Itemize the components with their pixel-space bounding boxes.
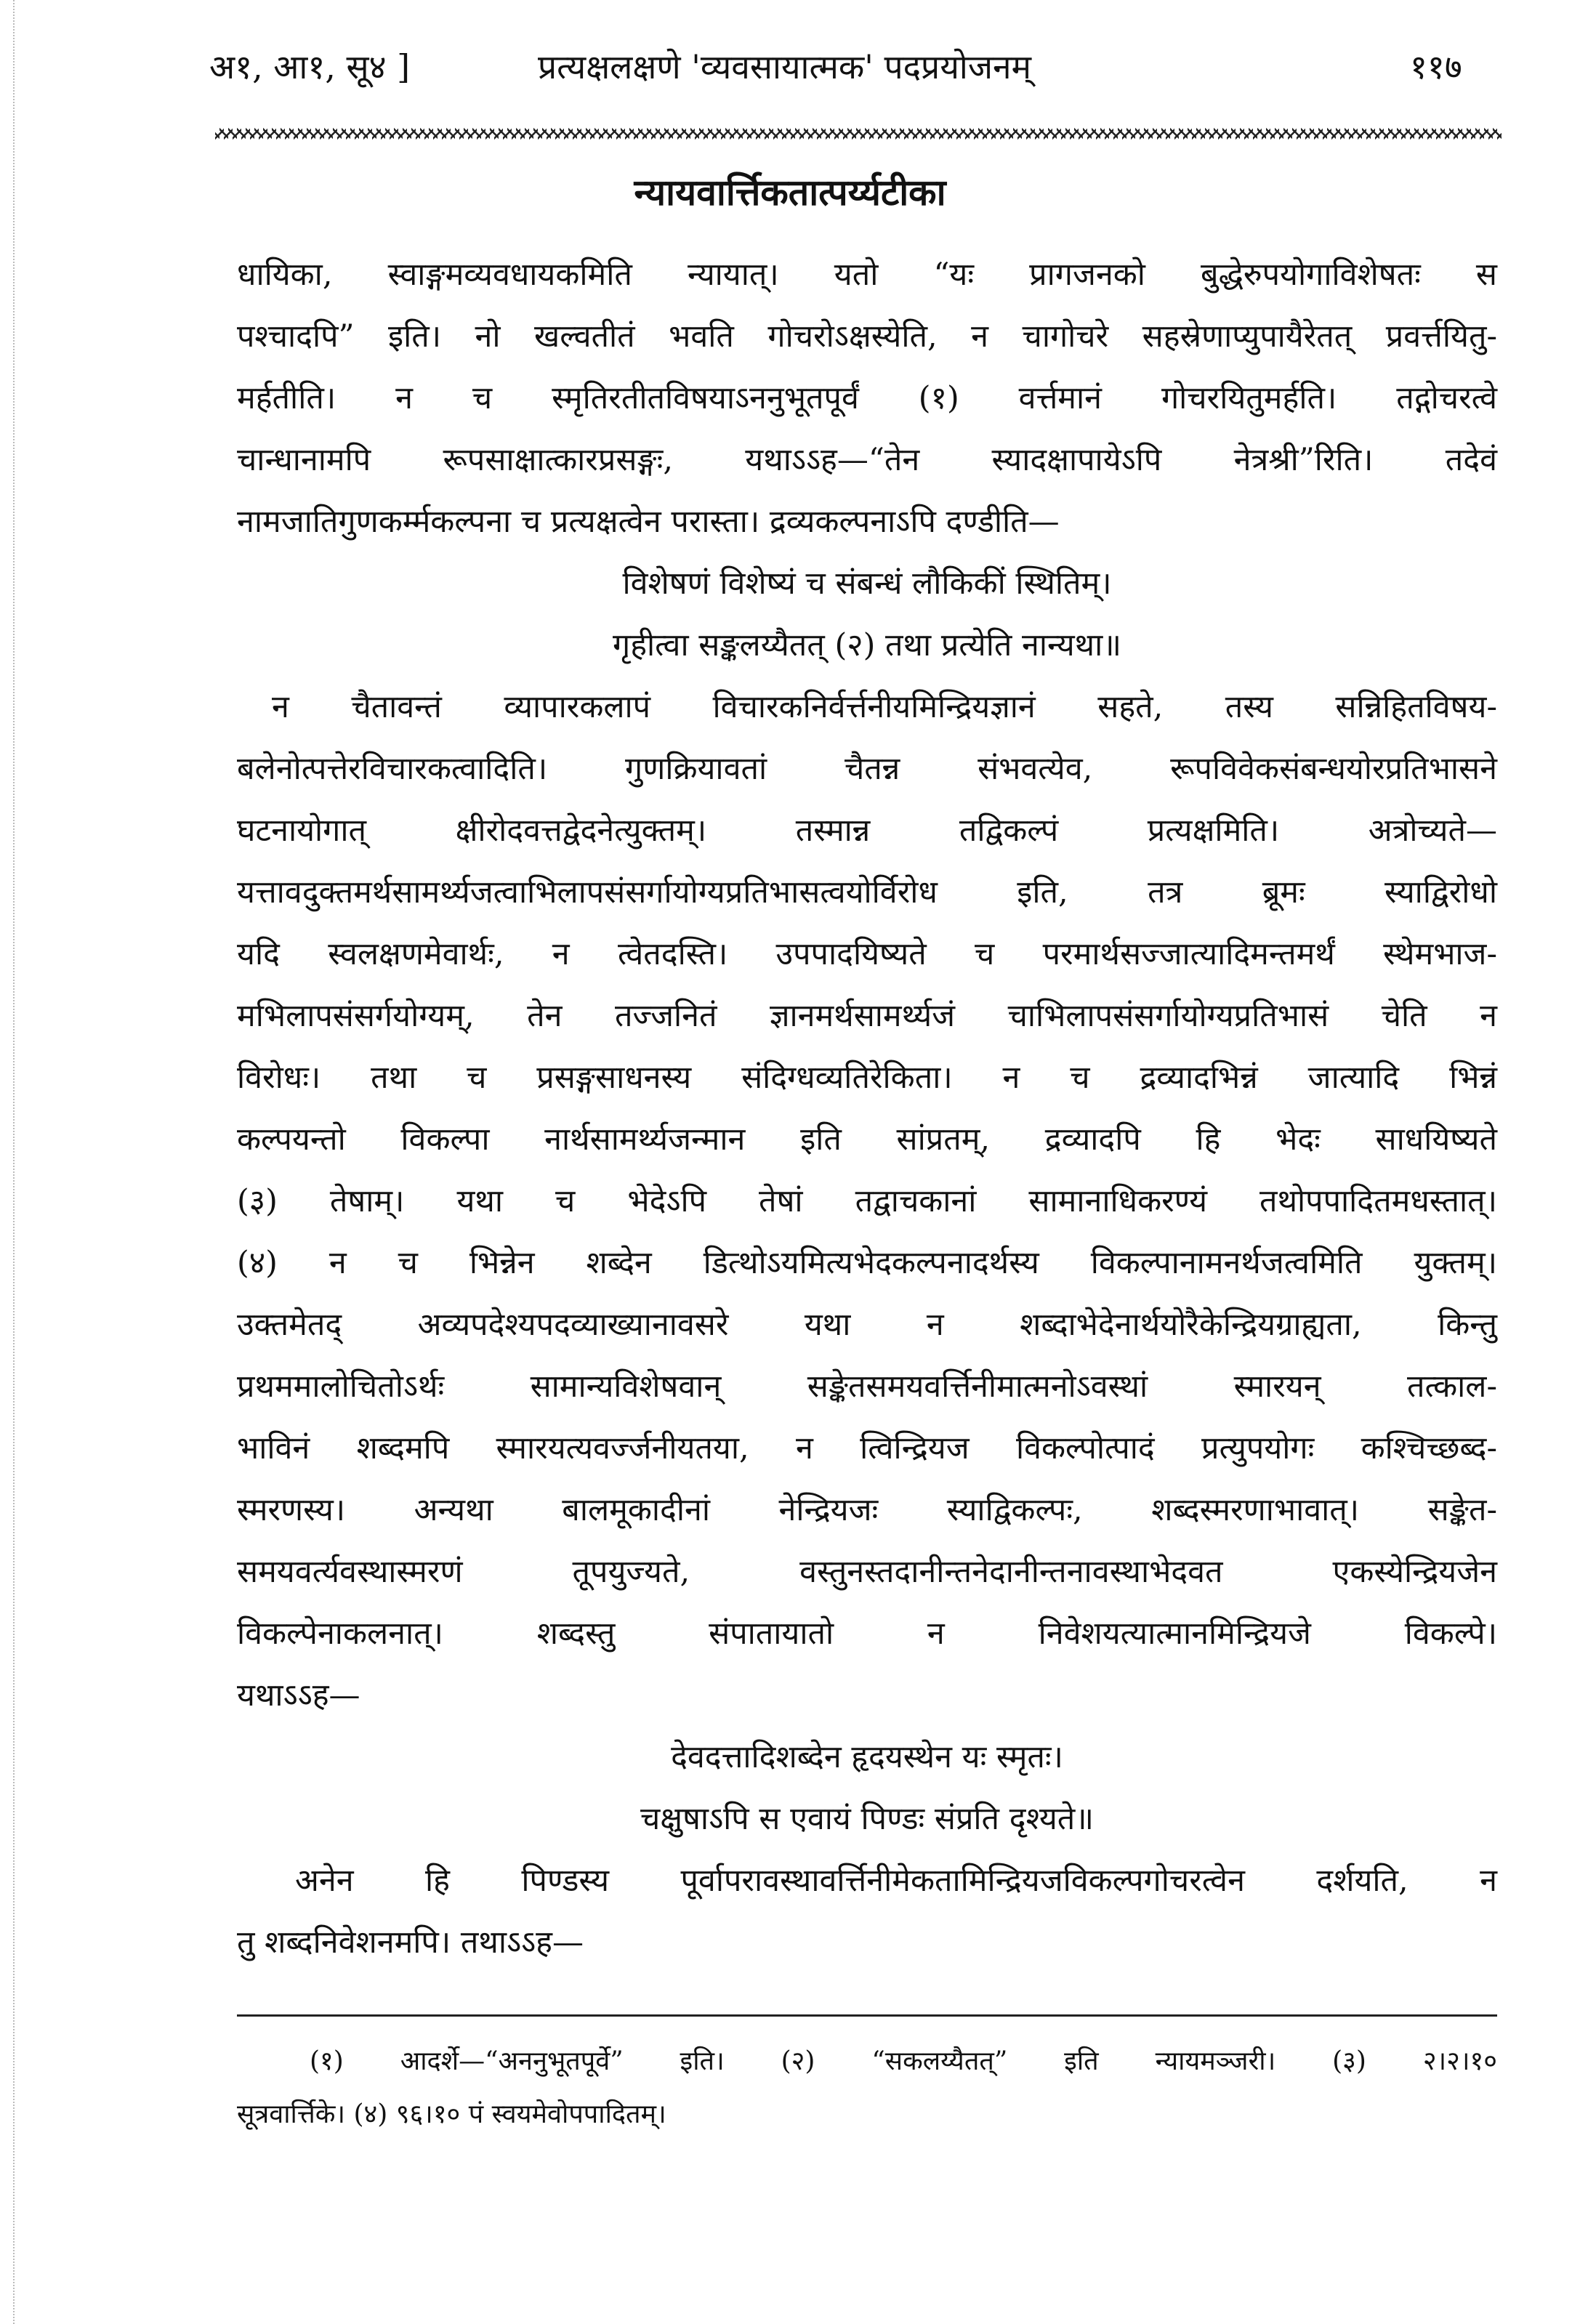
text-line: न चैतावन्तं व्यापारकलापं विचारकनिर्वर्त्तनीयमिन्द्रियज्ञानं सहते, तस्य सन्निहितविषय-: [272, 689, 1497, 725]
text-line: बलेनोत्पत्तेरविचारकत्वादिति। गुणक्रियावतां चैतन्न संभवत्येव, रूपविवेकसंबन्धयोरप्रतिभासने: [237, 751, 1497, 787]
text-line: विरोधः। तथा च प्रसङ्गसाधनस्य संदिग्धव्यतिरेकिता। न च द्रव्यादभिन्नं जात्यादि भिन्नं: [237, 1060, 1497, 1096]
footnotes: [237, 2035, 1497, 2141]
text-line: (३) तेषाम्। यथा च भेदेऽपि तेषां तद्वाचकानां सामानाधिकरण्यं तथोपपादितमधस्तात्।: [237, 1183, 1497, 1219]
text-line: समयवर्त्यवस्थास्मरणं तूपयुज्यते, वस्तुनस्तदानीन्तनेदानीन्तनावस्थाभेदवत एकस्येन्द्रियजेन: [237, 1554, 1497, 1590]
text-line: स्मरणस्य। अन्यथा बालमूकादीनां नेन्द्रियजः स्याद्विकल्पः, शब्दस्मरणाभावात्। सङ्केत-: [237, 1492, 1497, 1528]
text-line: कल्पयन्तो विकल्पा नार्थसामर्थ्यजन्मान इति सांप्रतम्, द्रव्यादपि हि भेदः साधयिष्यते: [237, 1121, 1497, 1158]
text-line: अनेन हि पिण्डस्य पूर्वापरावस्थावर्त्तिनीमेकतामिन्द्रियजविकल्पगोचरत्वेन दर्शयति, न: [295, 1863, 1497, 1899]
body-text: [237, 244, 1497, 1974]
text-line: भाविनं शब्दमपि स्मारयत्यवर्ज्जनीयतया, न त्विन्द्रियज विकल्पोत्पादं प्रत्युपयोगः कश्चिच्छब्द-: [237, 1430, 1497, 1466]
text-line: नामजातिगुणकर्म्मकल्पना च प्रत्यक्षत्वेन परास्ता। द्रव्यकल्पनाऽपि दण्डीति—: [237, 504, 1060, 540]
text-line: यदि स्वलक्षणमेवार्थः, न त्वेतदस्ति। उपपादयिष्यते च परमार्थसज्जात्यादिमन्तमर्थं स्थेमभाज-: [237, 936, 1497, 972]
verse-line: देवदत्तादिशब्देन हृदयस्थेन यः स्मृतः।: [671, 1739, 1063, 1775]
text-line: पश्चादपि” इति। नो खल्वतीतं भवति गोचरोऽक्षस्येति, न चागोचरे सहस्रेणाप्युपायैरेतत् प्रवर्त्तयितु-: [237, 318, 1497, 355]
verse-line: गृहीत्वा सङ्कलय्यैतत् (२) तथा प्रत्येति नान्यथा॥: [612, 627, 1122, 663]
text-line: यत्तावदुक्तमर्थसामर्थ्यजत्वाभिलापसंसर्गायोग्यप्रतिभासत्वयोर्विरोध इति, तत्र ब्रूमः स्याद्विरोधो: [237, 874, 1497, 911]
text-line: उक्तमेतद् अव्यपदेश्यपदव्याख्यानावसरे यथा न शब्दाभेदेनार्थयोरैकेन्द्रियग्राह्यता, किन्तु: [237, 1307, 1497, 1343]
text-line: मभिलापसंसर्गयोग्यम्, तेन तज्जनितं ज्ञानमर्थसामर्थ्यजं चाभिलापसंसर्गायोग्यप्रतिभासं चेति न: [237, 998, 1497, 1034]
footnote-line: (१) आदर्शे—“अननुभूतपूर्वे” इति। (२) “सकलय्यैतत्” इति न्यायमञ्जरी। (३) २।२।१०: [310, 2046, 1497, 2076]
page-number: ११७: [1410, 47, 1462, 86]
footnote-rule: [237, 2014, 1497, 2017]
text-line: तु शब्दनिवेशनमपि। तथाऽऽह—: [237, 1924, 584, 1961]
text-line: मर्हतीति। न च स्मृतिरतीतविषयाऽननुभूतपूर्वं (१) वर्त्तमानं गोचरयितुमर्हति। तद्गोचरत्वे: [237, 380, 1497, 416]
text-line: विकल्पेनाकलनात्। शब्दस्तु संपातायातो न निवेशयत्यात्मानमिन्द्रियजे विकल्पे।: [237, 1615, 1497, 1652]
footnote-line: सूत्रवार्त्तिके। (४) ९६।१० पं स्वयमेवोपपादितम्।: [237, 2099, 666, 2129]
scan-edge-artifact: [13, 0, 15, 2324]
verse-line: चक्षुषाऽपि स एवायं पिण्डः संप्रति दृश्यते॥: [640, 1801, 1095, 1837]
text-line: यथाऽऽह—: [237, 1677, 360, 1714]
text-line: चान्धानामपि रूपसाक्षात्कारप्रसङ्गः, यथाऽऽह—“तेन स्यादक्षापायेऽपि नेत्रश्री”रिति। तदेवं: [237, 442, 1497, 478]
commentary-title: न्यायवार्त्तिकतात्पर्य्यटीका: [634, 171, 946, 214]
text-line: घटनायोगात् क्षीरोदवत्तद्वेदनेत्युक्तम्। तस्मान्न तद्विकल्पं प्रत्यक्षमिति। अत्रोच्यते—: [237, 812, 1497, 849]
wavy-header-rule: [215, 128, 1502, 140]
running-title: प्रत्यक्षलक्षणे 'व्यवसायात्मक' पदप्रयोजनम्: [538, 47, 1031, 86]
verse-line: विशेषणं विशेष्यं च संबन्धं लौकिकीं स्थितिम्।: [622, 565, 1112, 602]
text-line: (४) न च भिन्नेन शब्देन डित्थोऽयमित्यभेदकल्पनादर्थस्य विकल्पानामनर्थजत्वमिति युक्तम्।: [237, 1245, 1497, 1281]
text-line: धायिका, स्वाङ्गमव्यवधायकमिति न्यायात्। यतो “यः प्रागजनको बुद्धेरुपयोगाविशेषतः स: [237, 257, 1497, 293]
text-line: प्रथममालोचितोऽर्थः सामान्यविशेषवान् सङ्केतसमयवर्त्तिनीमात्मनोऽवस्थां स्मारयन् तत्काल-: [237, 1368, 1497, 1405]
section-reference: अ१, आ१, सू४ ]: [209, 47, 411, 86]
